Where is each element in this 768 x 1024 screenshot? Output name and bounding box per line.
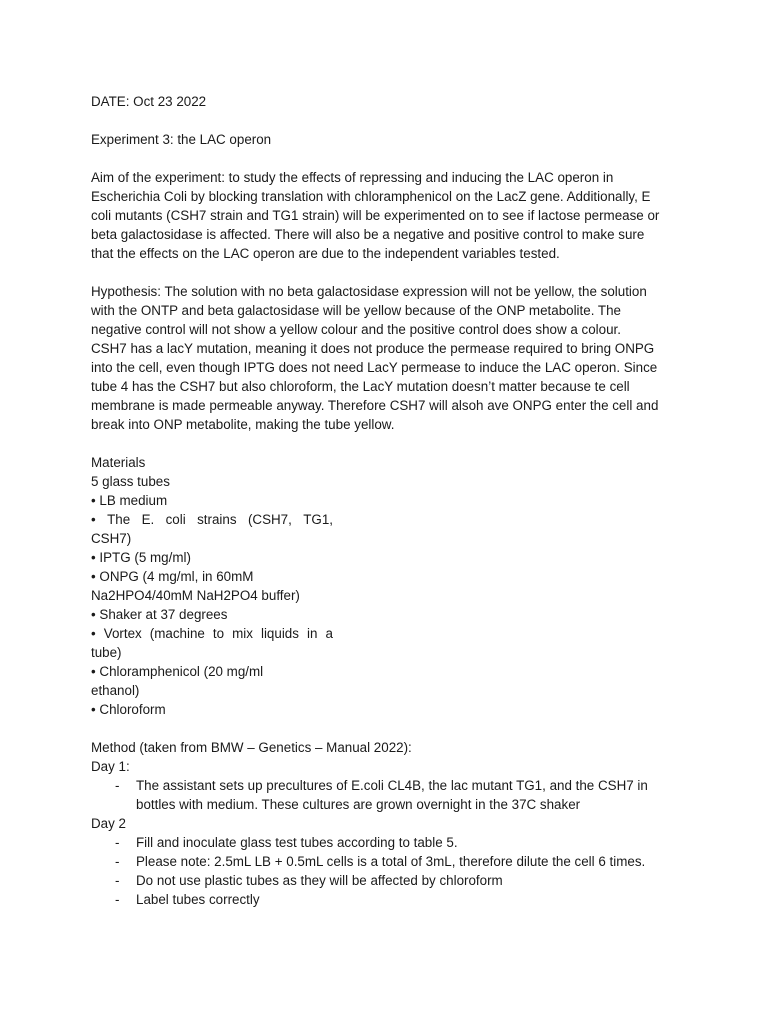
materials-section — [91, 453, 691, 719]
material-item-chloramphenicol: • Chloramphenicol (20 mg/ml — [91, 664, 264, 679]
method-section — [91, 738, 691, 909]
aim-line: Aim of the experiment: to study the effects of repressing and inducing the LAC operon in — [91, 170, 614, 185]
vortex-word: in — [307, 626, 318, 641]
aim-line: beta galactosidase is affected. There will also be a negative and positive control to make sure — [91, 227, 645, 242]
material-item-iptg: • IPTG (5 mg/ml) — [91, 550, 191, 565]
material-item-chloroform: • Chloroform — [91, 702, 166, 717]
material-item-ecoli-strains — [91, 510, 333, 529]
step-text: Label tubes correctly — [136, 892, 260, 907]
vortex-word: to — [212, 626, 225, 641]
strains-word: The — [107, 512, 131, 527]
vortex-word: mix — [232, 626, 253, 641]
vortex-word: • — [91, 626, 96, 641]
vortex-word: Vortex — [103, 626, 142, 641]
strains-word: E. — [141, 512, 155, 527]
strains-word: • — [91, 512, 96, 527]
day1-step — [91, 776, 691, 795]
dash-bullet: - — [115, 778, 120, 793]
material-item-ecoli-strains-cont: CSH7) — [91, 531, 132, 546]
step-text: The assistant sets up precultures of E.coli CL4B, the lac mutant TG1, and the CSH7 in — [136, 778, 648, 793]
strains-word: TG1, — [303, 512, 333, 527]
date-line: DATE: Oct 23 2022 — [91, 94, 207, 109]
dash-bullet: - — [115, 854, 120, 869]
day2-step — [91, 852, 691, 871]
hypothesis-line: with the ONTP and beta galactosidase will be yellow because of the ONP metabolite. The — [91, 303, 621, 318]
day1-label: Day 1: — [91, 759, 130, 774]
materials-intro: 5 glass tubes — [91, 474, 170, 489]
aim-line: that the effects on the LAC operon are due to the independent variables tested. — [91, 246, 560, 261]
step-text: Do not use plastic tubes as they will be affected by chloroform — [136, 873, 503, 888]
hypothesis-line: tube 4 has the CSH7 but also chloroform, the LacY mutation doesn’t matter because te cell — [91, 379, 630, 394]
materials-heading: Materials — [91, 455, 146, 470]
hypothesis-paragraph — [91, 282, 691, 434]
vortex-word: (machine — [149, 626, 205, 641]
hypothesis-line: into the cell, even though IPTG does not need LacY permease to induce the LAC operon. Since — [91, 360, 658, 375]
dash-bullet: - — [115, 873, 120, 888]
document-page — [91, 92, 691, 909]
material-item-onpg-cont: Na2HPO4/40mM NaH2PO4 buffer) — [91, 588, 300, 603]
step-text: Please note: 2.5mL LB + 0.5mL cells is a total of 3mL, therefore dilute the cell 6 times. — [136, 854, 646, 869]
dash-bullet: - — [115, 835, 120, 850]
vortex-word: a — [325, 626, 333, 641]
strains-word: strains — [197, 512, 237, 527]
material-item-onpg: • ONPG (4 mg/ml, in 60mM — [91, 569, 254, 584]
dash-bullet: - — [115, 892, 120, 907]
aim-paragraph — [91, 168, 691, 263]
step-text: Fill and inoculate glass test tubes according to table 5. — [136, 835, 458, 850]
experiment-title: Experiment 3: the LAC operon — [91, 132, 272, 147]
vortex-word: liquids — [260, 626, 299, 641]
day2-label: Day 2 — [91, 816, 126, 831]
material-item-vortex — [91, 624, 333, 643]
method-heading: Method (taken from BMW – Genetics – Manual 2022): — [91, 740, 412, 755]
strains-word: coli — [165, 512, 186, 527]
aim-line: Escherichia Coli by blocking translation with chloramphenicol on the LacZ gene. Additionally, E — [91, 189, 651, 204]
hypothesis-line: membrane is made permeable anyway. Therefore CSH7 will alsoh ave ONPG enter the cell and — [91, 398, 659, 413]
day1-step-cont: bottles with medium. These cultures are grown overnight in the 37C shaker — [136, 797, 581, 812]
material-item-shaker: • Shaker at 37 degrees — [91, 607, 228, 622]
hypothesis-line: break into ONP metabolite, making the tube yellow. — [91, 417, 395, 432]
day2-step — [91, 890, 691, 909]
day2-step — [91, 833, 691, 852]
hypothesis-line: CSH7 has a lacY mutation, meaning it does not produce the permease required to bring ONPG — [91, 341, 655, 356]
material-item-vortex-cont: tube) — [91, 645, 122, 660]
strains-word: (CSH7, — [247, 512, 292, 527]
day2-step — [91, 871, 691, 890]
aim-line: coli mutants (CSH7 strain and TG1 strain) will be experimented on to see if lactose permease or — [91, 208, 660, 223]
hypothesis-line: Hypothesis: The solution with no beta galactosidase expression will not be yellow, the solution — [91, 284, 647, 299]
hypothesis-line: negative control will not show a yellow colour and the positive control does show a colour. — [91, 322, 621, 337]
material-item-chloramphenicol-cont: ethanol) — [91, 683, 140, 698]
material-item-lb-medium: • LB medium — [91, 493, 168, 508]
